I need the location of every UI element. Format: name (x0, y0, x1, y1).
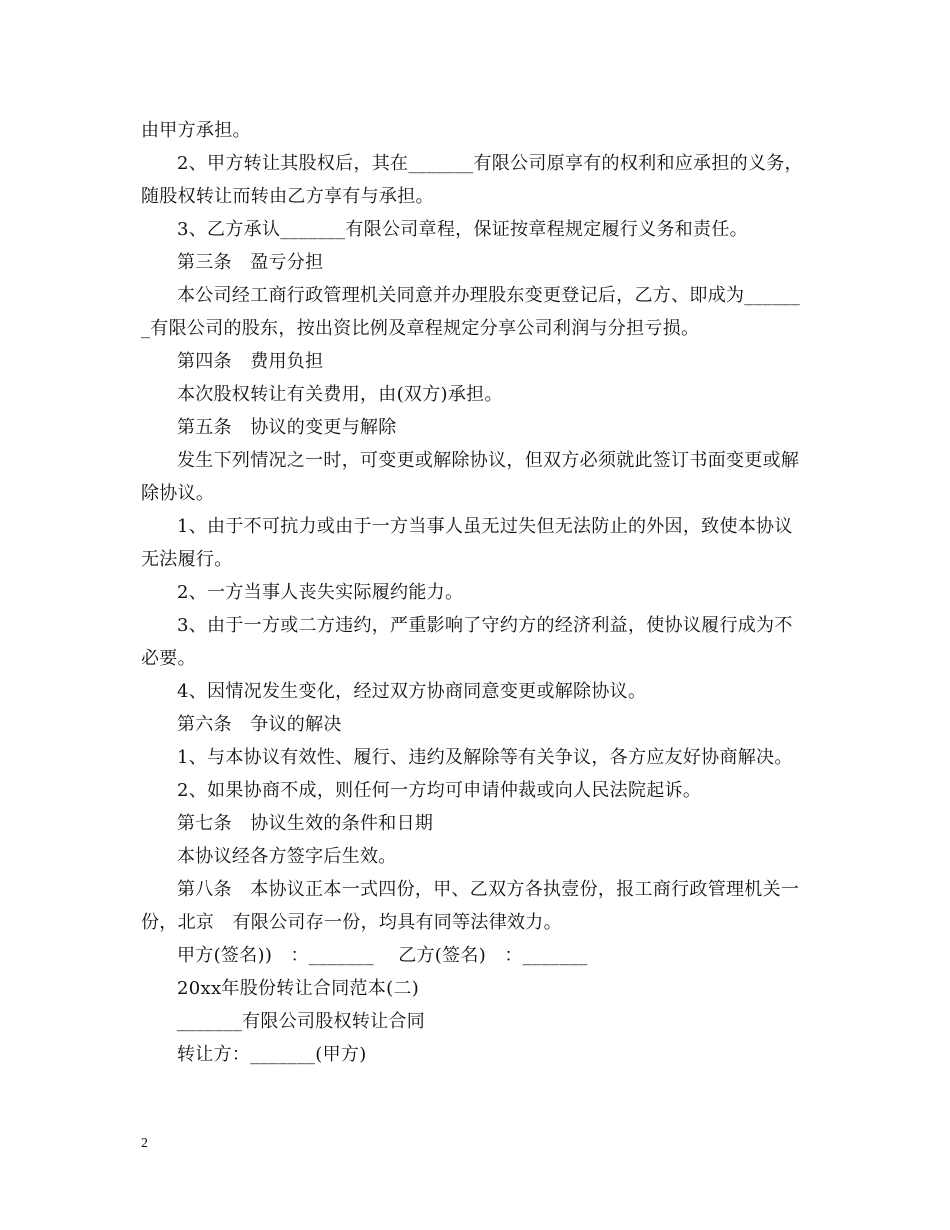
paragraph-line: 3、乙方承认_______有限公司章程，保证按章程规定履行义务和责任。 (177, 219, 748, 240)
paragraph-line: 本次股权转让有关费用，由(双方)承担。 (177, 384, 503, 405)
paragraph-line: 必要。 (141, 648, 196, 669)
paragraph-line: 4、因情况发生变化，经过双方协商同意变更或解除协议。 (177, 681, 647, 702)
document-body (141, 114, 813, 1071)
paragraph-line: 2、一方当事人丧失实际履约能力。 (177, 582, 464, 603)
paragraph-line: 第八条 本协议正本一式四份，甲、乙双方各执壹份，报工商行政管理机关一 (177, 879, 800, 900)
paragraph-line: 20xx年股份转让合同范本(二) (177, 978, 420, 999)
paragraph-line: 2、如果协商不成，则任何一方均可申请仲裁或向人民法院起诉。 (177, 780, 702, 801)
paragraph-line: 第七条 协议生效的条件和日期 (177, 813, 434, 834)
paragraph-line: 第五条 协议的变更与解除 (177, 417, 397, 438)
paragraph-line: 1、与本协议有效性、履行、违约及解除等有关争议，各方应友好协商解决。 (177, 747, 793, 768)
paragraph-line: _______有限公司股权转让合同 (177, 1011, 426, 1032)
paragraph-line: 1、由于不可抗力或由于一方当事人虽无过失但无法防止的外因，致使本协议 (177, 516, 793, 537)
paragraph-line: 第三条 盈亏分担 (177, 252, 324, 273)
paragraph-line: 由甲方承担。 (141, 120, 251, 141)
paragraph-line: 无法履行。 (141, 549, 233, 570)
page-number: 2 (141, 1136, 148, 1151)
paragraph-line: 随股权转让而转由乙方享有与承担。 (141, 186, 434, 207)
paragraph-line: 转让方：_______(甲方) (177, 1044, 367, 1065)
paragraph-line: 除协议。 (141, 483, 215, 504)
paragraph-line: 本协议经各方签字后生效。 (177, 846, 397, 867)
paragraph-line: 本公司经工商行政管理机关同意并办理股东变更登记后，乙方、即成为______ (177, 285, 801, 306)
paragraph-line: 第四条 费用负担 (177, 351, 324, 372)
paragraph-line: 第六条 争议的解决 (177, 714, 342, 735)
paragraph-line: _有限公司的股东，按出资比例及章程规定分享公司利润与分担亏损。 (141, 318, 700, 339)
paragraph-line: 3、由于一方或二方违约，严重影响了守约方的经济利益，使协议履行成为不 (177, 615, 793, 636)
signature-line: 甲方(签名)) ：_______ 乙方(签名) ：_______ (177, 945, 588, 966)
paragraph-line: 发生下列情况之一时，可变更或解除协议，但双方必须就此签订书面变更或解 (177, 450, 800, 471)
paragraph-line: 份，北京 有限公司存一份，均具有同等法律效力。 (141, 912, 562, 933)
paragraph-line: 2、甲方转让其股权后，其在_______有限公司原享有的权利和应承担的义务， (177, 153, 803, 174)
